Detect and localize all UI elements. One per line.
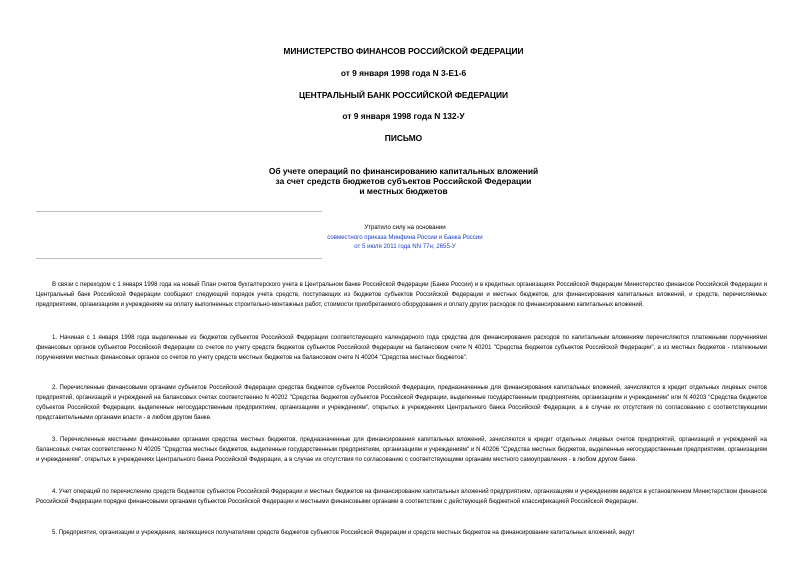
document-type: ПИСЬМО: [384, 133, 423, 143]
separator-top: [36, 211, 322, 212]
status-note: [300, 223, 510, 252]
paragraph-1: 1. Начиная с 1 января 1998 года выделенные из бюджетов субъектов Российской Федерации соответствующего календарного года средства для финансирования расходов по капитальным вложениям перечисляются платежными поручениями финансовых органов субъектов Российской Федерации со счетов по учету средств бюджетов субъектов Российской Федерации на балансовом счете N 40201 "Средства бюджетов субъектов Российской Федерации", а из местных бюджетов - платежными поручениями местных финансовых органов со счетов по учету средств местных бюджетов на балансовом счете N 40204 "Средства местных бюджетов".: [36, 335, 767, 362]
paragraph-5: 5. Предприятия, организации и учреждения, являющиеся получателями средств бюджетов субъектов Российской Федерации и средств местных бюджетов на финансирование капитальных вложений, ведут: [52, 530, 635, 536]
ministry-date: от 9 января 1998 года N 3-Е1-6: [340, 68, 467, 78]
status-note-text: Утратило силу на основании: [364, 224, 446, 231]
document-title-line-1: Об учете операций по финансированию капитальных вложений: [268, 166, 539, 176]
paragraph-2: 2. Перечисленные финансовыми органами субъектов Российской Федерации средства бюджетов субъектов Российской Федерации, предназначенные для финансирования капитальных вложений, зачисляются в кредит отдельных лицевых счетов предприятий, организаций и учреждений на балансовых счетах соответственно N 40202 "Средства бюджетов субъектов Российской Федерации, выделенные государственным предприятиям, организациям и учреждениям" или N 40203 "Средства бюджетов субъектов Российской Федерации, выделенные негосударственным предприятиям, организациям и учреждениям", открытых в учреждениях Центрального банка Российской Федерации, а в случае их отсутствия по согласованию с соответствующими представительными органами власти - в любом другом банке.: [36, 385, 767, 422]
bank-title: ЦЕНТРАЛЬНЫЙ БАНК РОССИЙСКОЙ ФЕДЕРАЦИИ: [298, 90, 509, 100]
repeal-order-date-link[interactable]: от 5 июля 2011 года NN 77н; 2655-У: [354, 243, 456, 251]
intro-paragraph: В связи с переходом с 1 января 1998 года на новый План счетов бухгалтерского учета в Центральном банке Российской Федерации (Банке России) и в кредитных организациях Российской Федерации Министерство финансов Российской Федерации и Центральный банк Российской Федерации сообщают следующий порядок учета средств, поступающих из бюджетов субъектов Российской Федерации и местных бюджетов, для финансирования капитальных вложений, и средств, перечисляемых предприятиям, организациям и учреждениям на оплату выполненных строительно-монтажных работ, стоимости приобретаемого оборудования и оплату других расходов по финансированию капитальных вложений.: [36, 282, 767, 309]
repeal-order-link[interactable]: совместного приказа Минфина России и Банка России: [327, 233, 483, 241]
document-title-line-3: и местных бюджетов: [359, 186, 448, 196]
paragraph-3: 3. Перечисленные местными финансовыми органами средства местных бюджетов, предназначенные для финансирования капитальных вложений, зачисляются в кредит отдельных лицевых счетов предприятий, организаций и учреждений на балансовых счетах соответственно N 40205 "Средства местных бюджетов, выделенные государственным предприятиям, организациям и учреждениям" и N 40206 "Средства местных бюджетов, выделенные негосударственным предприятиям, организациям и учреждениям", открытых в учреждениях Центрального банка Российской Федерации, а в случае их отсутствия по согласованию с соответствующими органами местного самоуправления - в любом другом банке.: [36, 437, 767, 464]
bank-date: от 9 января 1998 года N 132-У: [342, 111, 465, 121]
ministry-title: МИНИСТЕРСТВО ФИНАНСОВ РОССИЙСКОЙ ФЕДЕРАЦИИ: [283, 46, 524, 56]
separator-bottom: [36, 258, 322, 259]
paragraph-4: 4. Учет операций по перечислению средств бюджетов субъектов Российской Федерации и местных бюджетов на финансирование капитальных вложений предприятиям, организациям и учреждениям ведется в установленном Министерством финансов Российской Федерации порядке финансовыми органами субъектов Российской Федерации и местными финансовыми органами в соответствии с действующей бюджетной классификацией Российской Федерации.: [36, 489, 767, 506]
document-title-line-2: за счет средств бюджетов субъектов Российской Федерации: [275, 176, 532, 186]
